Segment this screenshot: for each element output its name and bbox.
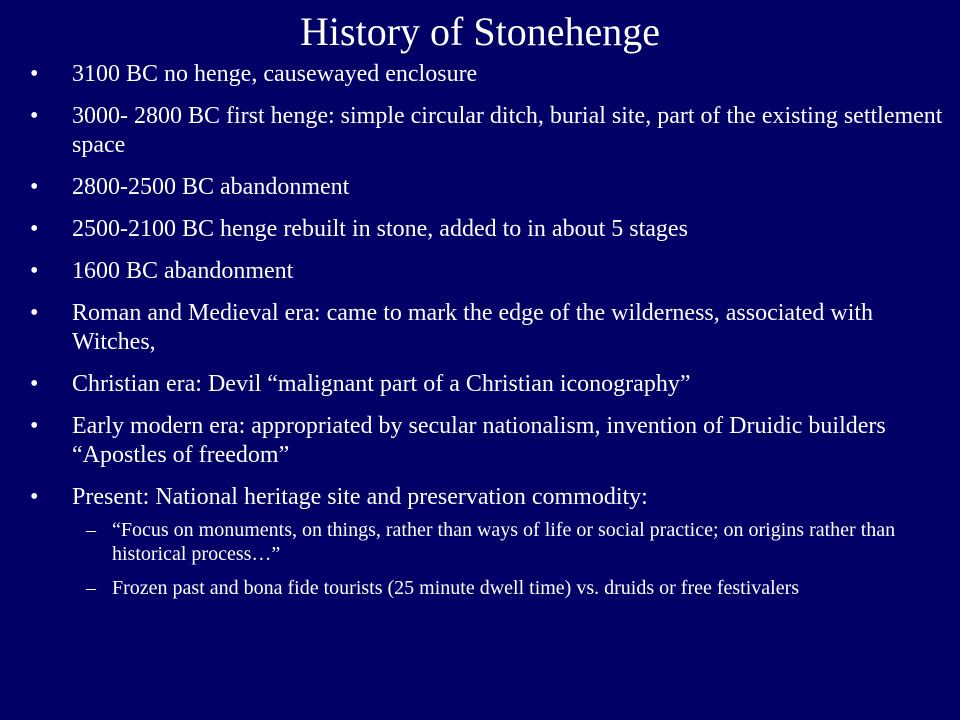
sub-bullet-item xyxy=(70,576,945,600)
dash-icon: – xyxy=(86,577,96,599)
bullet-item xyxy=(30,483,945,600)
bullet-text: 3000- 2800 BC first henge: simple circular ditch, burial site, part of the existing settlement space xyxy=(72,103,943,158)
bullet-item xyxy=(30,412,945,470)
bullet-item xyxy=(30,257,945,286)
bullet-item xyxy=(30,173,945,202)
bullet-text: Early modern era: appropriated by secular nationalism, invention of Druidic builders “Apostles of freedom” xyxy=(72,413,886,468)
bullet-item xyxy=(30,215,945,244)
sub-bullet-list xyxy=(72,518,945,600)
bullet-text: 2800-2500 BC abandonment xyxy=(72,174,350,200)
bullet-icon: • xyxy=(30,103,39,129)
bullet-icon: • xyxy=(30,61,39,87)
bullet-text: 1600 BC abandonment xyxy=(72,258,294,284)
slide-title: History of Stonehenge xyxy=(300,9,660,54)
bullet-icon: • xyxy=(30,216,39,242)
bullet-text: Present: National heritage site and preservation commodity: xyxy=(72,484,648,510)
sub-bullet-text: “Focus on monuments, on things, rather than ways of life or social practice; on origins rather than historical process…” xyxy=(112,519,896,565)
bullet-item xyxy=(30,60,945,89)
bullet-icon: • xyxy=(30,371,39,397)
bullet-item xyxy=(30,370,945,399)
bullet-item xyxy=(30,299,945,357)
bullet-text: Roman and Medieval era: came to mark the edge of the wilderness, associated with Witches, xyxy=(72,300,874,355)
bullet-icon: • xyxy=(30,258,39,284)
bullet-item xyxy=(30,102,945,160)
bullet-list xyxy=(30,60,945,613)
bullet-icon: • xyxy=(30,413,39,439)
bullet-text: 3100 BC no henge, causewayed enclosure xyxy=(72,61,478,87)
dash-icon: – xyxy=(86,519,96,541)
sub-bullet-item xyxy=(70,518,945,566)
bullet-icon: • xyxy=(30,174,39,200)
sub-bullet-text: Frozen past and bona fide tourists (25 minute dwell time) vs. druids or free festivalers xyxy=(112,577,800,599)
bullet-text: 2500-2100 BC henge rebuilt in stone, added to in about 5 stages xyxy=(72,216,688,242)
bullet-icon: • xyxy=(30,484,39,510)
bullet-icon: • xyxy=(30,300,39,326)
bullet-text: Christian era: Devil “malignant part of a Christian iconography” xyxy=(72,371,691,397)
